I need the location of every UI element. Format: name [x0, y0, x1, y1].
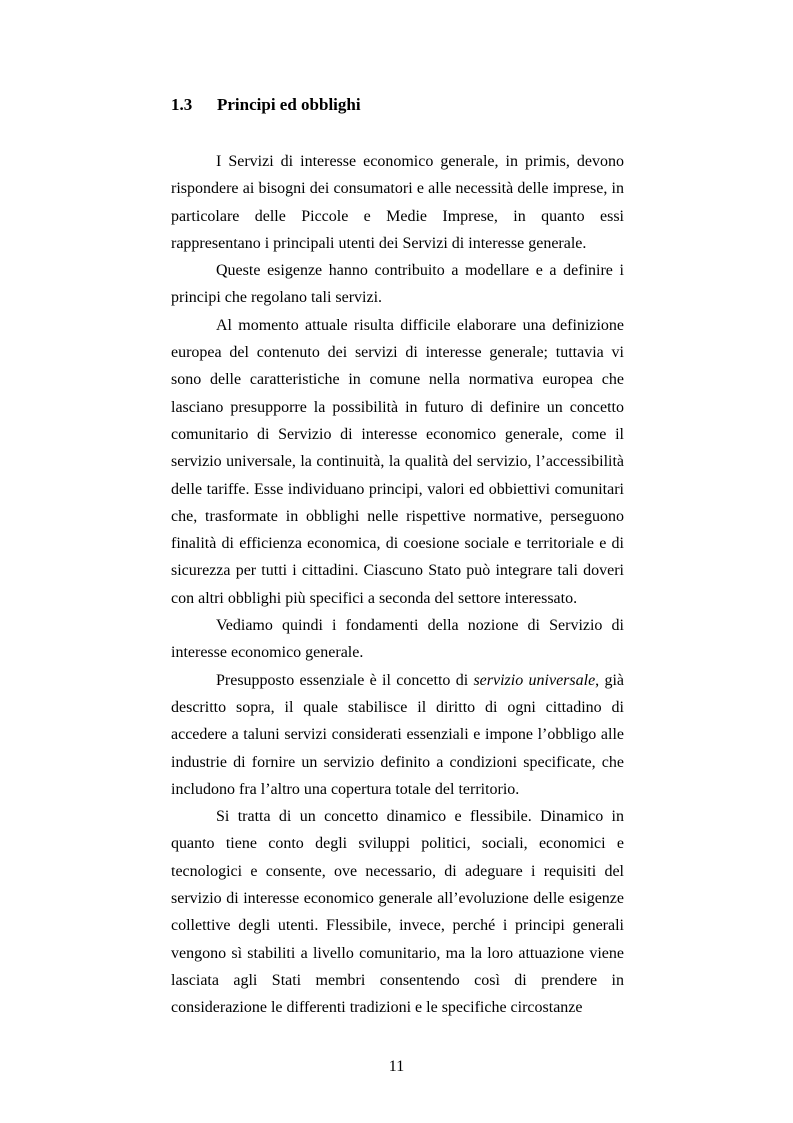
body-text — [171, 148, 624, 1022]
paragraph-text: , già descritto sopra, il quale stabilisce il diritto di ogni cittadino di accedere a taluni servizi considerati essenziali e impone l’obbligo alle industrie di fornire un servizio definito a condizioni specificate, che includono fra l’altro una copertura totale del territorio. — [171, 671, 625, 798]
paragraph: I Servizi di interesse economico generale, in primis, devono rispondere ai bisogni dei consumatori e alle necessità delle imprese, in particolare delle Piccole e Medie Imprese, in quanto essi rappresentano i principali utenti dei Servizi di interesse generale. — [171, 153, 624, 252]
section-heading — [171, 93, 361, 117]
section-title: Principi ed obblighi — [217, 95, 361, 114]
paragraph: Al momento attuale risulta difficile elaborare una definizione europea del contenuto dei servizi di interesse generale; tuttavia vi sono delle caratteristiche in comune nella normativa europea che lasciano presupporre la possibilità in futuro di definire un concetto comunitario di Servizio di interesse economico generale, come il servizio universale, la continuità, la qualità del servizio, l’accessibilità delle tariffe. Esse individuano principi, valori ed obbiettivi comunitari che, trasformate in obblighi nelle rispettive normative, perseguono finalità di efficienza economica, di coesione sociale e territoriale e di sicurezza per tutti i cittadini. Ciascuno Stato può integrare tali doveri con altri obblighi più specifici a seconda del settore interessato. — [171, 316, 624, 607]
page-number: 11 — [388, 1058, 405, 1075]
section-number: 1.3 — [171, 95, 193, 114]
paragraph: Si tratta di un concetto dinamico e flessibile. Dinamico in quanto tiene conto degli sviluppi politici, sociali, economici e tecnologici e consente, ove necessario, di adeguare i requisiti del servizio di interesse economico generale all’evoluzione delle esigenze collettive degli utenti. Flessibile, invece, perché i principi generali vengono sì stabiliti a livello comunitario, ma la loro attuazione viene lasciata agli Stati membri consentendo così di prendere in considerazione le differenti tradizioni e le specifiche circostanze — [171, 808, 624, 1017]
paragraph — [171, 667, 624, 803]
paragraph: Vediamo quindi i fondamenti della nozione di Servizio di interesse economico generale. — [171, 617, 624, 662]
paragraph: Queste esigenze hanno contribuito a modellare e a definire i principi che regolano tali servizi. — [171, 262, 624, 307]
paragraph-text: Presupposto essenziale è il concetto di — [216, 671, 474, 689]
emphasis-term: servizio universale — [473, 671, 596, 689]
